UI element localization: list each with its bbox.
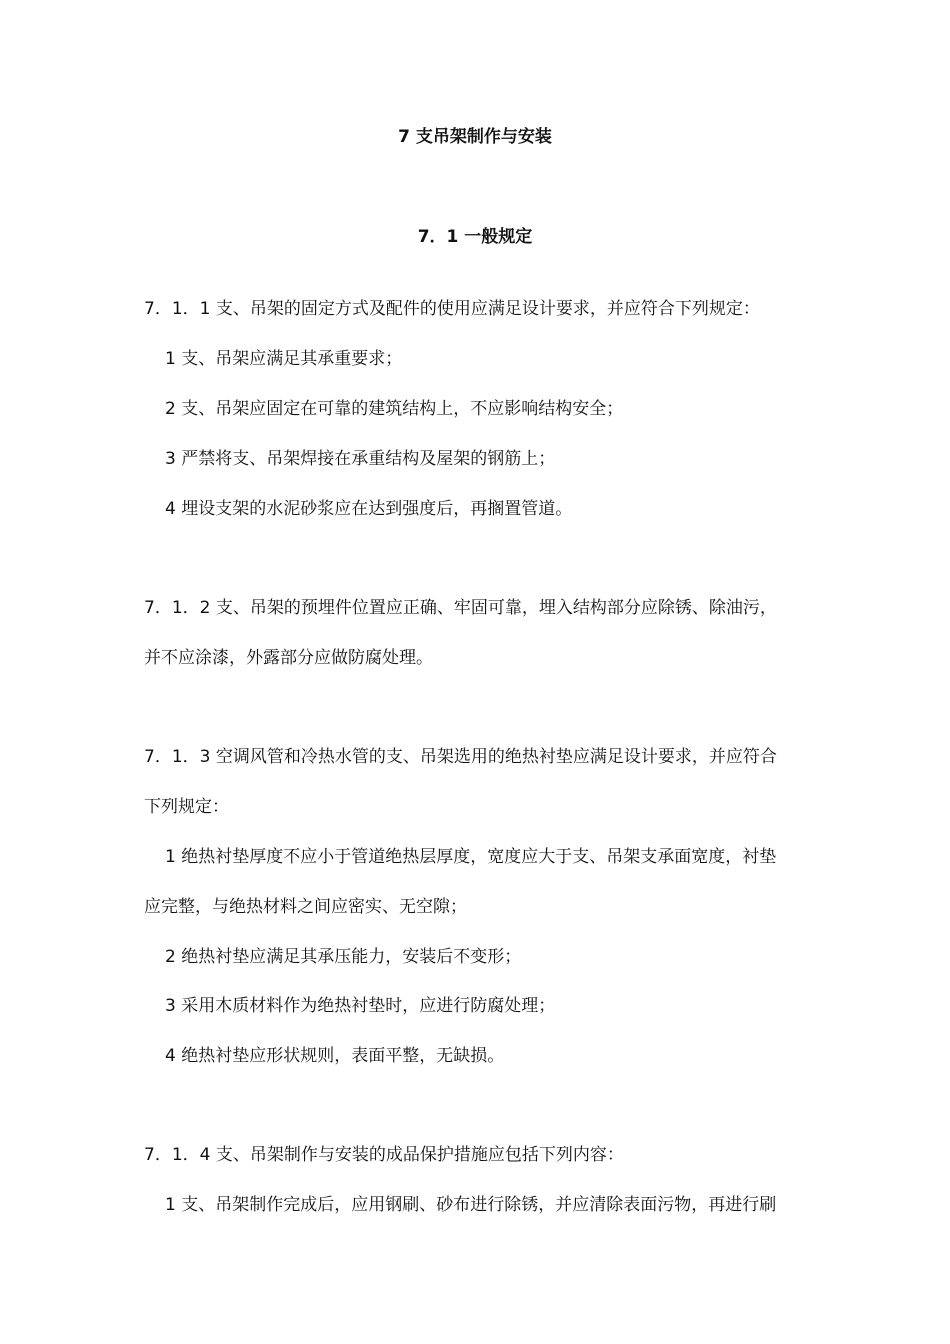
list-item: 1 支、吊架制作完成后，应用钢刷、砂布进行除锈，并应清除表面污物，再进行刷 bbox=[165, 1195, 777, 1215]
clause-continuation: 下列规定： bbox=[144, 797, 229, 817]
list-item-continuation: 应完整，与绝热材料之间应密实、无空隙； bbox=[144, 897, 467, 917]
section-title: 7．1 一般规定 bbox=[417, 227, 533, 247]
list-item: 4 埋设支架的水泥砂浆应在达到强度后，再搁置管道。 bbox=[165, 499, 573, 519]
list-item: 1 绝热衬垫厚度不应小于管道绝热层厚度，宽度应大于支、吊架支承面宽度，衬垫 bbox=[165, 847, 777, 867]
list-item: 2 绝热衬垫应满足其承压能力，安装后不变形； bbox=[165, 947, 522, 967]
clause-heading: 7．1．1 支、吊架的固定方式及配件的使用应满足设计要求，并应符合下列规定： bbox=[144, 299, 760, 319]
chapter-title: 7 支吊架制作与安装 bbox=[398, 127, 552, 147]
list-item: 1 支、吊架应满足其承重要求； bbox=[165, 349, 403, 369]
list-item: 2 支、吊架应固定在可靠的建筑结构上，不应影响结构安全； bbox=[165, 399, 624, 419]
clause-heading: 7．1．4 支、吊架制作与安装的成品保护措施应包括下列内容： bbox=[144, 1145, 624, 1165]
list-item: 3 严禁将支、吊架焊接在承重结构及屋架的钢筋上； bbox=[165, 449, 556, 469]
list-item: 4 绝热衬垫应形状规则，表面平整，无缺损。 bbox=[165, 1046, 505, 1066]
clause-continuation: 并不应涂漆，外露部分应做防腐处理。 bbox=[144, 648, 433, 668]
clause-heading: 7．1．2 支、吊架的预埋件位置应正确、牢固可靠，埋入结构部分应除锈、除油污， bbox=[144, 598, 777, 618]
list-item: 3 采用木质材料作为绝热衬垫时，应进行防腐处理； bbox=[165, 996, 556, 1016]
clause-heading: 7．1．3 空调风管和冷热水管的支、吊架选用的绝热衬垫应满足设计要求，并应符合 bbox=[144, 747, 777, 767]
